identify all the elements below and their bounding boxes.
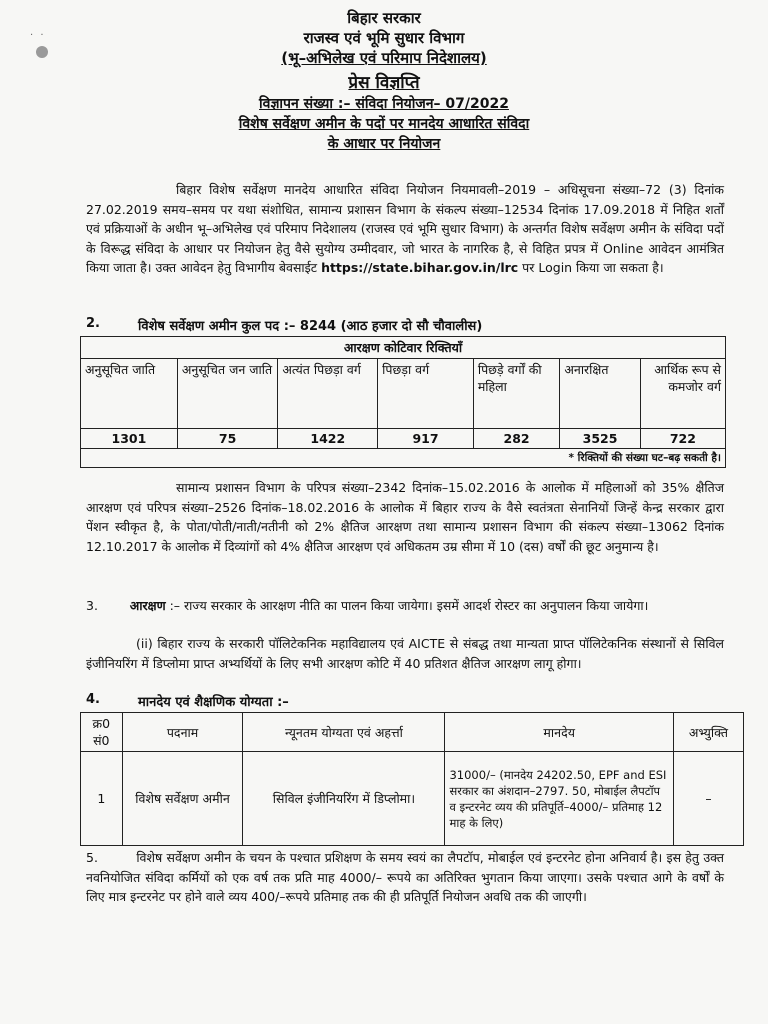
header-remarks: अभ्युक्ति <box>673 713 743 752</box>
press-release-title: प्रेस विज्ञप्ति <box>348 73 420 93</box>
section-3-paragraph <box>86 596 724 616</box>
scan-marks: · · <box>30 30 46 41</box>
header-post-name: पदनाम <box>122 713 243 752</box>
reservation-table-title: आरक्षण कोटिवार रिक्तियाँ <box>81 337 726 359</box>
section-3-text: :– राज्य सरकार के आरक्षण नीति का पालन किया जायेगा। इसमें आदर्श रोस्टर का अनुपालन किया जायेगा। <box>165 598 649 613</box>
section-4-heading: मानदेय एवं शैक्षणिक योग्यता :– <box>138 695 289 710</box>
advertisement-number: विज्ञापन संख्या :– संविदा नियोजन– 07/2022 <box>259 96 509 112</box>
website-link[interactable]: https://state.bihar.gov.in/lrc <box>321 260 519 275</box>
row-post-name: विशेष सर्वेक्षण अमीन <box>122 752 243 846</box>
row-serial: 1 <box>81 752 123 846</box>
directorate-title: (भू–अभिलेख एवं परिमाप निदेशालय) <box>281 49 487 67</box>
row-qualification: सिविल इंजीनियरिंग में डिप्लोमा। <box>243 752 445 846</box>
section-5-paragraph <box>86 848 724 907</box>
subject-line-1: विशेष सर्वेक्षण अमीन के पदों पर मानदेय आधारित संविदा <box>238 116 530 132</box>
value-bc: 917 <box>378 429 474 449</box>
value-ews: 722 <box>640 429 725 449</box>
vacancy-note: * रिक्तियों की संख्या घट–बढ़ सकती है। <box>81 449 726 468</box>
header-unreserved: अनारक्षित <box>560 359 640 429</box>
header-sc: अनुसूचित जाति <box>81 359 178 429</box>
header-serial: क्र0 सं0 <box>81 713 123 752</box>
section-4-number: 4. <box>86 692 100 707</box>
header-st: अनुसूचित जन जाति <box>177 359 278 429</box>
header-ebc: अत्यंत पिछड़ा वर्ग <box>278 359 378 429</box>
intro-paragraph <box>86 180 724 278</box>
value-ebc: 1422 <box>278 429 378 449</box>
subject-line-2: के आधार पर नियोजन <box>327 136 441 152</box>
value-st: 75 <box>177 429 278 449</box>
horizontal-reservation-paragraph: सामान्य प्रशासन विभाग के परिपत्र संख्या–2342 दिनांक–15.02.2016 के आलोक में महिलाओं को 35% क्षैतिज आरक्षण एवं परिपत्र संख्या–2526 दिनांक–18.02.2016 के आलोक में बिहार राज्य के वैसे स्वतंत्रता सेनानियों जिन्हें केन्द्र सरकार द्वारा पेंशन स्वीकृत है, के पोता/पोती/नाती/नतीनी को 2% क्षैतिज आरक्षण तथा सामान्य प्रशासन विभाग की संकल्प संख्या–13062 दिनांक 12.10.2017 के आलोक में दिव्यांगों को 4% क्षैतिज आरक्षण एवं अधिकतम उम्र सीमा में 10 (दस) वर्षों की छूट अनुमान्य है। <box>86 480 724 554</box>
header-ews: आर्थिक रूप से कमजोर वर्ग <box>640 359 725 429</box>
department-title: राजस्व एवं भूमि सुधार विभाग <box>303 29 465 47</box>
header-qualification: न्यूनतम योग्यता एवं अहर्त्ता <box>243 713 445 752</box>
reservation-table <box>80 336 726 468</box>
intro-tail: पर Login किया जा सकता है। <box>518 260 664 275</box>
section-5-text: विशेष सर्वेक्षण अमीन के चयन के पश्चात प्रशिक्षण के समय स्वयं का लैपटॉप, मोबाईल एवं इन्टरनेट होना अनिवार्य है। इस हेतु उक्त नवनियोजित संविदा कर्मियों को एक वर्ष तक प्रति माह 4000/– रूपये का अतिरिक्त भुगतान किया जाएगा। उसके पश्चात आगे के वर्षों के लिए मात्र इन्टरनेट पर होने वाले व्यय 400/–रूपये प्रतिमाह तक की ही प्रतिपूर्ति नियोजन अवधि तक की जाएगी। <box>86 850 724 904</box>
section-2-number: 2. <box>86 316 100 331</box>
section-5-number: 5. <box>86 850 98 865</box>
row-honorarium: 31000/– (मानदेय 24202.50, EPF and ESI सरकार का अंशदान–2797. 50, मोबाईल लैपटॉप व इन्टरनेट व्यय की प्रतिपूर्ति–4000/– प्रतिमाह 12 माह के लिए) <box>445 752 673 846</box>
section-2-heading: विशेष सर्वेक्षण अमीन कुल पद :– 8244 (आठ हजार दो सौ चौवालीस) <box>138 319 483 334</box>
value-bc-women: 282 <box>473 429 560 449</box>
section-3-number: 3. <box>86 598 98 613</box>
value-sc: 1301 <box>81 429 178 449</box>
intro-text: बिहार विशेष सर्वेक्षण मानदेय आधारित संविदा नियोजन नियमावली–2019 – अधिसूचना संख्या–72 (3) दिनांक 27.02.2019 समय–समय पर यथा संशोधित, सामान्य प्रशासन विभाग के संकल्प संख्या–12534 दिनांक 17.09.2018 में निहित शर्तों एवं प्रक्रियाओं के अधीन भू–अभिलेख एवं परिमाप निदेशालय (राजस्व एवं भूमि सुधार विभाग) के अन्तर्गत विशेष सर्वेक्षण अमीन के संविदा पदों के विरूद्ध संविदा के आधार पर नियोजन हेतु वैसे सुयोग्य उम्मीदवार, जो भारत के नागरिक है, से विहित प्रपत्र में Online आवेदन आमंत्रित किया जाता है। उक्त आवेदन हेतु विभागीय बेवसाईट <box>86 182 724 275</box>
value-unreserved: 3525 <box>560 429 640 449</box>
section-3-sub-paragraph: (ii) बिहार राज्य के सरकारी पॉलिटेकनिक महाविद्यालय एवं AICTE से संबद्ध तथा मान्यता प्राप्त पॉलिटेकनिक संस्थानों से सिविल इंजीनियरिंग में डिप्लोमा प्राप्त अभ्यर्थियों के लिए सभी आरक्षण कोटि में 40 प्रतिशत क्षैतिज आरक्षण लागू होगा। <box>86 636 724 671</box>
header-bc-women: पिछड़े वर्गों की महिला <box>473 359 560 429</box>
header-honorarium: मानदेय <box>445 713 673 752</box>
qualification-table <box>80 712 744 846</box>
section-3-label: आरक्षण <box>129 598 166 613</box>
row-remarks: – <box>673 752 743 846</box>
govt-title: बिहार सरकार <box>347 9 421 27</box>
header-bc: पिछड़ा वर्ग <box>378 359 474 429</box>
